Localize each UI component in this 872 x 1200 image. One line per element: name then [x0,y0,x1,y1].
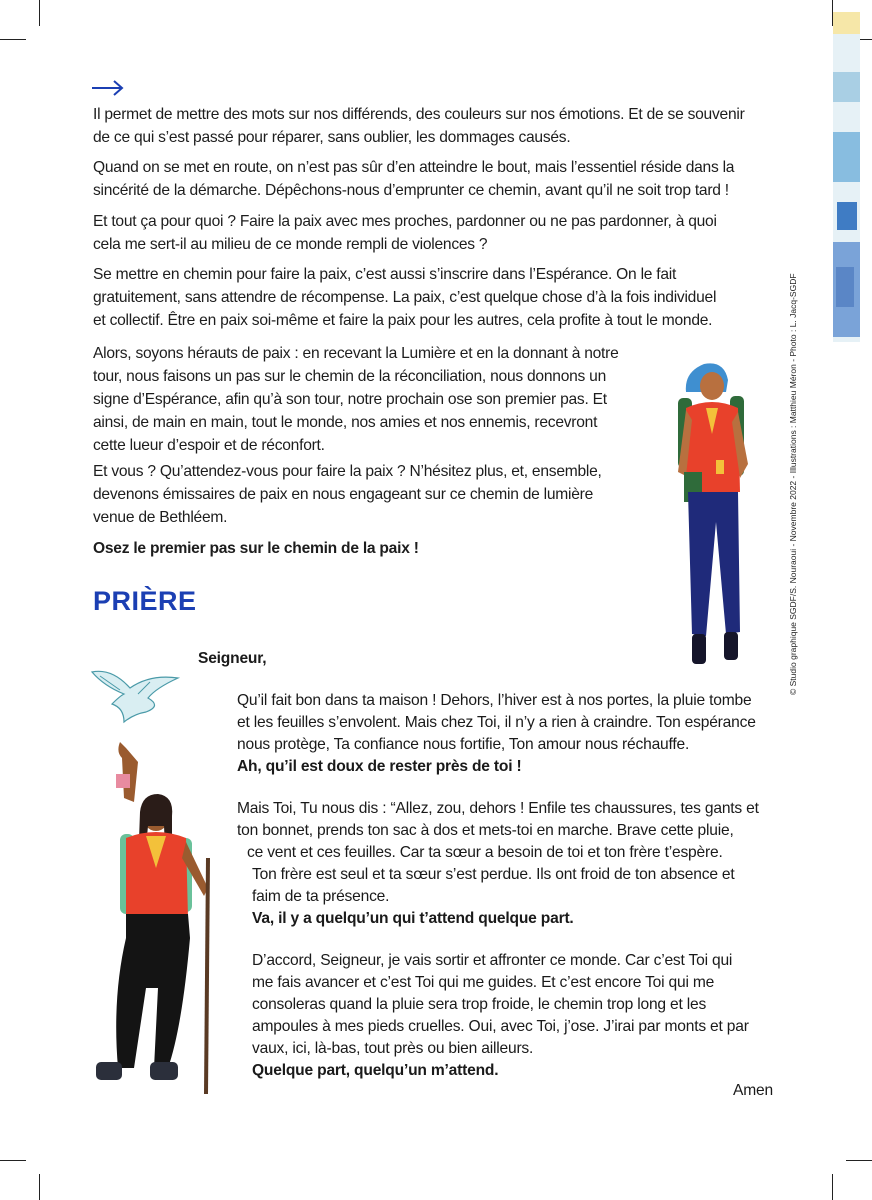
right-arrow-icon [90,78,126,98]
paragraph: Il permet de mettre des mots sur nos différends, des couleurs sur nos émotions. Et de se souvenir de ce qui s’est passé pour réparer, sans oublier, les dommages causés. [93,106,745,146]
paragraph: Et tout ça pour quoi ? Faire la paix avec mes proches, pardonner ou ne pas pardonner, à quoi cela me sert-il au milieu de ce monde rempli de violences ? [93,213,717,253]
credit-line: © Studio graphique SGDF/S. Nouraoui - Novembre 2022 - Illustrations : Matthieu Méron - Photo : L. Jacq-SGDF [788,273,798,695]
scout-with-staff-illustration [90,738,240,1094]
scout-walking-illustration [668,352,758,670]
paragraph: Se mettre en chemin pour faire la paix, c’est aussi s’inscrire dans l’Espérance. On le fait gratuitement, sans attendre de récompense. La paix, c’est quelque chose d’à la fois individuel et collectif. Être en paix soi-même et faire la paix pour les autres, cela profite à tout le monde. [93,266,717,329]
crop-mark [846,1160,872,1161]
paragraph: Alors, soyons hérauts de paix : en recevant la Lumière et en la donnant à notre tour, nous faisons un pas sur le chemin de la réconciliation, nous donnons un signe d’Espérance, afin qu’à son tour, notre prochain ose son premier pas. Et ainsi, de main en main, tout le monde, nos amies et nos ennemis, recevront cette lueur d’espoir et de réconfort. [93,345,619,454]
prayer-stanza: D’accord, Seigneur, je vais sortir et affronter ce monde. Car c’est Toi qui me fais avancer et c’est Toi qui me guides. Et c’est encore Toi qui me consoleras quand la pluie sera trop froide, le chemin trop long et les ampoules à mes pieds cruelles. Oui, avec Toi, j’ose. J’irai par monts et par vaux, ici, là-bas, tout près ou bien ailleurs. Quelque part, quelqu’un m’attend. [252,950,749,1082]
call-to-action: Osez le premier pas sur le chemin de la paix ! [93,540,419,557]
crop-mark [39,0,40,26]
prayer-refrain: Quelque part, quelqu’un m’attend. [252,1062,499,1079]
crop-mark [0,39,26,40]
prayer-closing: Amen [733,1082,773,1099]
crop-mark [39,1174,40,1200]
photo-bleed-strip [833,12,860,342]
crop-mark [0,1160,26,1161]
crop-mark [832,1174,833,1200]
prayer-title: PRIÈRE [93,586,197,616]
paragraph: Et vous ? Qu’attendez-vous pour faire la paix ? N’hésitez plus, et, ensemble, devenons émissaires de paix en nous engageant sur ce chemin de lumière venue de Bethléem. [93,463,602,526]
prayer-salutation: Seigneur, [198,650,267,667]
prayer-stanza: Mais Toi, Tu nous dis : “Allez, zou, dehors ! Enfile tes chaussures, tes gants et ton bonnet, prends ton sac à dos et mets-toi en marche. Brave cette pluie, ce vent et ces feuilles. Car ta sœur a besoin de toi et ton frère t’espère. Ton frère est seul et ta sœur s’est perdue. Ils ont froid de ton absence et faim de ta présence. Va, il y a quelqu’un qui t’attend quelque part. [237,798,759,930]
dove-illustration [90,664,182,726]
paragraph: Quand on se met en route, on n’est pas sûr d’en atteindre le bout, mais l’essentiel réside dans la sincérité de la démarche. Dépêchons-nous d’emprunter ce chemin, avant qu’il ne soit trop tard ! [93,159,735,199]
prayer-refrain: Va, il y a quelqu’un qui t’attend quelque part. [252,910,574,927]
prayer-refrain: Ah, qu’il est doux de rester près de toi ! [237,758,522,775]
prayer-stanza: Qu’il fait bon dans ta maison ! Dehors, l’hiver est à nos portes, la pluie tombe et les feuilles s’envolent. Mais chez Toi, il n’y a rien à craindre. Ton espérance nous protège, Ta confiance nous fortifie, Ton amour nous réchauffe. Ah, qu’il est doux de rester près de toi ! [237,690,756,778]
